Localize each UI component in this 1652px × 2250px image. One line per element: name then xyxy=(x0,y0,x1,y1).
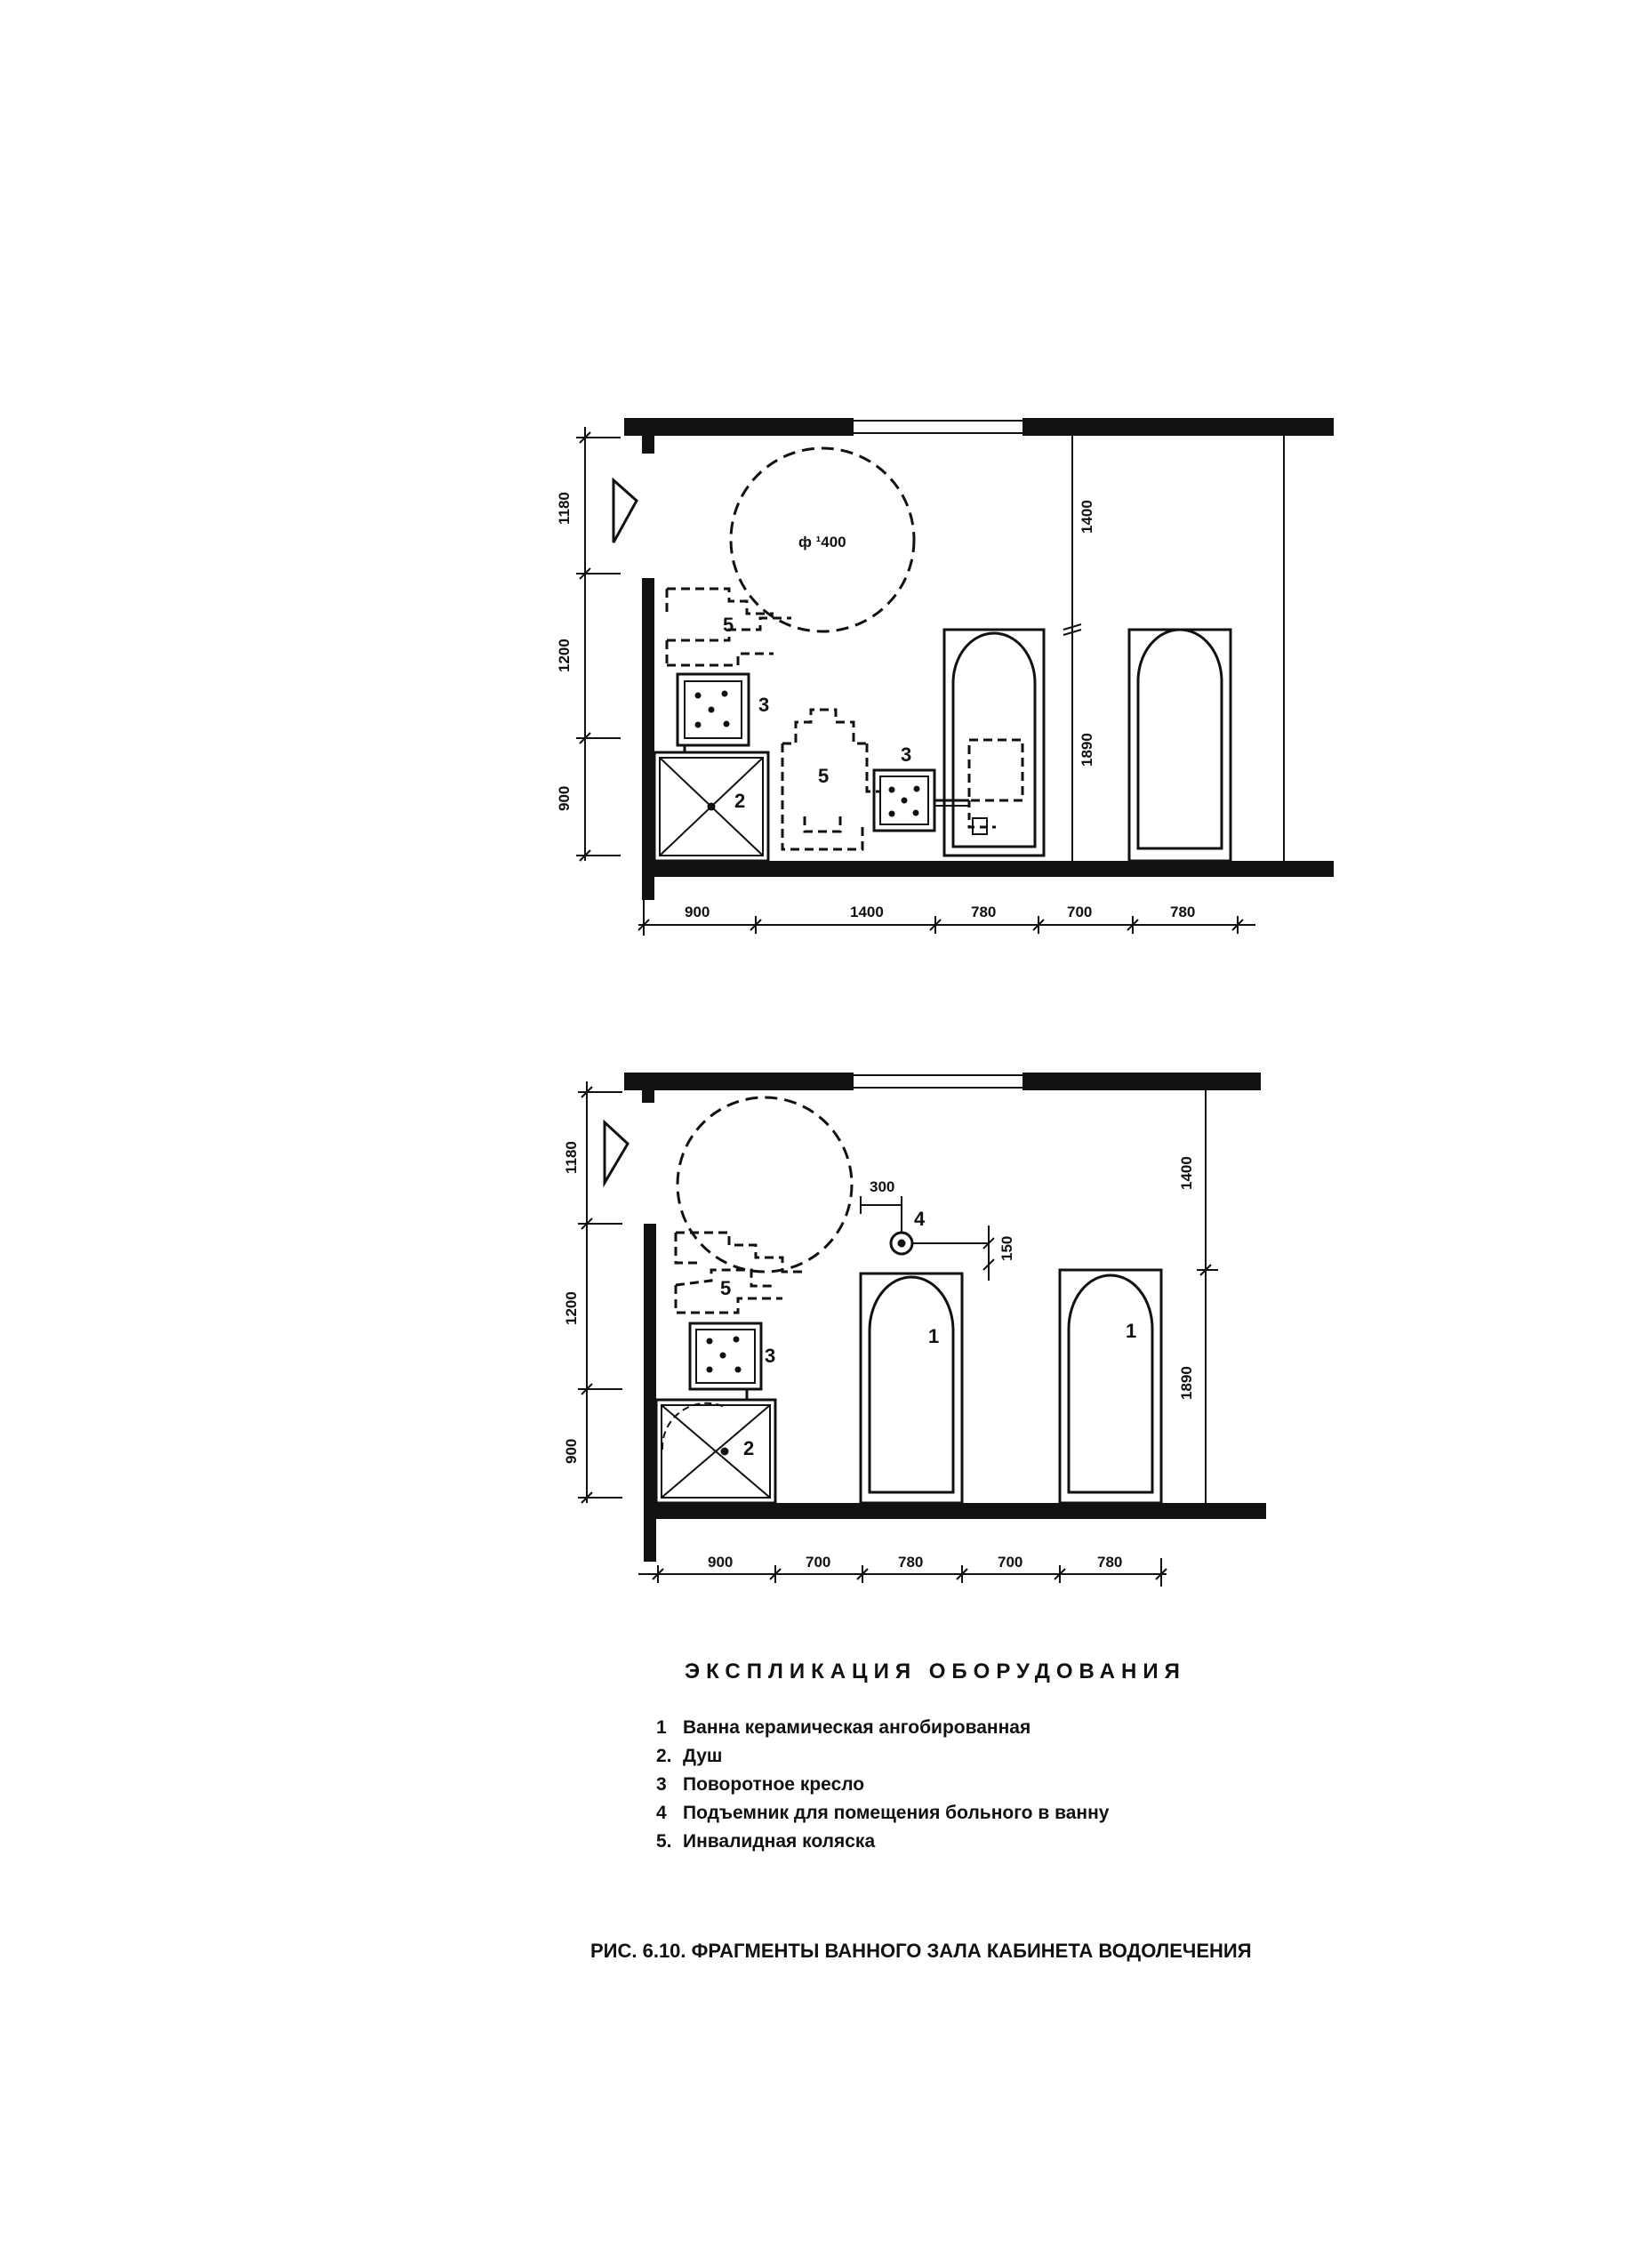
dim-top-bottom-1400: 1400 xyxy=(850,904,884,920)
bottom-dimension-top xyxy=(638,900,1255,936)
legend-item-text: Ванна керамическая ангобированная xyxy=(683,1717,1031,1738)
rotating-chair-top-2 xyxy=(874,770,969,831)
hoist-dim-300: 300 xyxy=(870,1178,895,1195)
mark-bottom-3: 3 xyxy=(765,1345,776,1367)
legend-item-number: 2. xyxy=(656,1746,672,1766)
dim-bottom-right-1890: 1890 xyxy=(1178,1366,1195,1400)
dim-top-right-1890: 1890 xyxy=(1079,733,1095,767)
mark-bottom-4: 4 xyxy=(914,1208,926,1230)
wall-bottom-south xyxy=(644,1503,1266,1519)
mark-bottom-1b: 1 xyxy=(1126,1320,1137,1342)
dim-bottom-bottom-700b: 700 xyxy=(998,1554,1023,1571)
hoist-bottom xyxy=(861,1196,994,1281)
bath-bottom-2 xyxy=(1060,1270,1161,1503)
dim-top-left-900: 900 xyxy=(556,785,573,811)
shower-bottom xyxy=(656,1400,775,1503)
dim-bottom-bottom-780b: 780 xyxy=(1097,1554,1123,1571)
mark-top-3b: 3 xyxy=(901,743,912,766)
bath-top-1 xyxy=(944,630,1044,856)
legend-item-number: 4 xyxy=(656,1803,667,1823)
dim-bottom-right-1400: 1400 xyxy=(1178,1156,1195,1190)
shower-top xyxy=(654,752,768,861)
entry-arrow-icon xyxy=(613,480,637,542)
dim-bottom-bottom-780a: 780 xyxy=(898,1554,924,1571)
mark-top-3a: 3 xyxy=(758,694,770,716)
wall-bottom-north xyxy=(624,1073,1261,1103)
entry-arrow-icon xyxy=(605,1122,628,1183)
mark-bottom-5: 5 xyxy=(720,1277,732,1299)
legend-item-number: 1 xyxy=(656,1717,667,1738)
dim-top-bottom-780b: 780 xyxy=(1170,904,1196,920)
legend-item-text: Подъемник для помещения больного в ванну xyxy=(683,1803,1110,1823)
plan-top xyxy=(556,418,1334,936)
bath-top-2 xyxy=(1129,630,1231,861)
dim-bottom-bottom-900: 900 xyxy=(708,1554,734,1571)
dim-bottom-left-1180: 1180 xyxy=(563,1141,580,1174)
mark-top-2: 2 xyxy=(734,790,746,812)
dim-top-bottom-700: 700 xyxy=(1067,904,1093,920)
right-dimension-top xyxy=(1063,436,1284,861)
rotating-chair-top-1 xyxy=(654,674,756,752)
dim-top-left-1180: 1180 xyxy=(556,492,573,525)
plan-bottom xyxy=(563,1073,1266,1587)
legend-item-number: 5. xyxy=(656,1831,672,1852)
figure-caption: РИС. 6.10. ФРАГМЕНТЫ ВАННОГО ЗАЛА КАБИНЕТА ВОДОЛЕЧЕНИЯ xyxy=(590,1940,1252,1962)
wall-top-west xyxy=(642,578,654,900)
mark-top-5a: 5 xyxy=(723,614,734,636)
rotating-chair-bottom xyxy=(690,1323,761,1400)
dim-top-bottom-780a: 780 xyxy=(971,904,997,920)
bath-bottom-1 xyxy=(861,1274,962,1503)
legend-item-text: Поворотное кресло xyxy=(683,1774,865,1795)
legend-item-number: 3 xyxy=(656,1774,667,1795)
dim-top-bottom-900: 900 xyxy=(685,904,710,920)
dim-bottom-bottom-700a: 700 xyxy=(806,1554,831,1571)
legend-item-text: Душ xyxy=(683,1746,723,1766)
hoist-dim-150: 150 xyxy=(998,1235,1015,1261)
right-dimension-bottom xyxy=(1197,1090,1218,1503)
mark-top-5b: 5 xyxy=(818,765,830,787)
left-dimension-bottom xyxy=(578,1081,622,1503)
wall-top-south xyxy=(642,861,1334,877)
wheelchair-bottom xyxy=(676,1233,805,1313)
turning-circle xyxy=(678,1097,852,1272)
dim-top-left-1200: 1200 xyxy=(556,639,573,672)
mark-bottom-2: 2 xyxy=(743,1437,755,1459)
legend-title: ЭКСПЛИКАЦИЯ ОБОРУДОВАНИЯ xyxy=(685,1659,1186,1683)
wheelchair-top-2 xyxy=(782,710,880,849)
mark-bottom-1a: 1 xyxy=(928,1325,940,1347)
wall-top-north xyxy=(624,418,1334,454)
dim-bottom-left-900: 900 xyxy=(563,1438,580,1464)
dim-top-right-1400: 1400 xyxy=(1079,500,1095,534)
circle-diameter-label: ф ¹400 xyxy=(798,534,846,550)
legend-item-text: Инвалидная коляска xyxy=(683,1831,876,1852)
dim-bottom-left-1200: 1200 xyxy=(563,1291,580,1325)
